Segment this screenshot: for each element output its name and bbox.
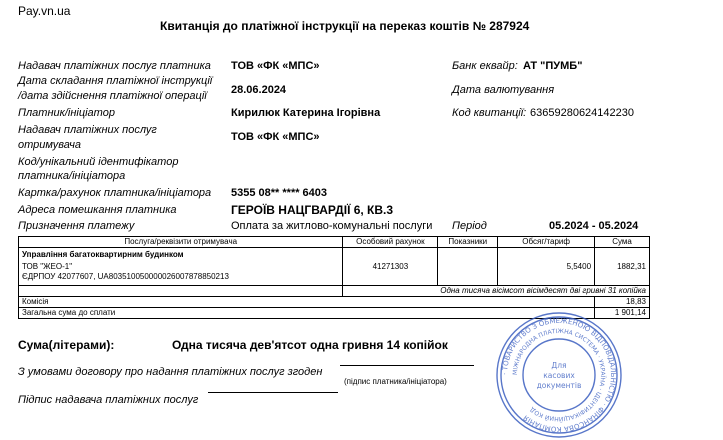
- service-cell: [19, 248, 343, 286]
- table-header-row: [19, 237, 650, 248]
- svg-text:МІЖНАРОДНА ПЛАТІЖНА СИСТЕМА ·: МІЖНАРОДНА ПЛАТІЖНА СИСТЕМА · УКРАЇНА · ІДЕНТИФІКАЦІЙНИЙ КОД: [511, 327, 607, 423]
- table-row: [19, 248, 650, 286]
- indicators-cell: [438, 248, 498, 286]
- amount-words-row: [19, 286, 650, 297]
- tariff-cell: 5,5400: [498, 248, 595, 286]
- company-stamp: [494, 310, 624, 440]
- id-code-label-2: платника/ініціатора: [18, 170, 126, 182]
- header-service: Послуга/реквізити отримувача: [19, 237, 343, 248]
- agreement-text: З умовами договору про надання платіжних послуг згоден: [18, 366, 323, 378]
- document-title: Квитанція до платіжної інструкції на переказ коштів № 287924: [160, 19, 530, 33]
- svg-text:· ТОВАРИСТВО З ОБМЕЖЕНОЮ ВІДПО: · ТОВАРИСТВО З ОБМЕЖЕНОЮ ВІДПОВІДАЛЬНІСТЮ · ФІНАНСОВА КОМПАНІЯ: [500, 316, 618, 434]
- period-value: 05.2024 - 05.2024: [549, 220, 639, 232]
- provider-label: Надавач платіжних послуг платника: [18, 60, 211, 72]
- account-cell: 41271303: [343, 248, 438, 286]
- amount-words: Одна тисяча вісімсот вісімдесят дві гривні 31 копійка: [343, 286, 650, 297]
- header-amount: Сума: [595, 237, 650, 248]
- date-label-1: Дата складання платіжної інструкції: [18, 75, 213, 87]
- payer-value: Кирилюк Катерина Ігорівна: [231, 107, 381, 119]
- total-value: 1 901,14: [595, 308, 650, 319]
- commission-value: 18,83: [595, 297, 650, 308]
- provider-signature-label: Підпис надавача платіжних послуг: [18, 394, 199, 406]
- header-account: Особовий рахунок: [343, 237, 438, 248]
- sum-words-value: Одна тисяча дев'ятсот одна гривня 14 копійок: [172, 338, 448, 352]
- address-label: Адреса помешкання платника: [18, 204, 177, 216]
- date-label-2: /дата здійснення платіжної операції: [18, 90, 207, 102]
- stamp-text-2: касових: [543, 371, 575, 380]
- stamp-text-1: Для: [551, 361, 567, 370]
- commission-row: [19, 297, 650, 308]
- period-label: Період: [452, 220, 487, 232]
- value-date-label: Дата валютування: [452, 84, 555, 96]
- card-value: 5355 08** **** 6403: [231, 187, 328, 199]
- signature-caption: (підпис платника/ініціатора): [344, 377, 447, 386]
- recipient-name: ТОВ "ЖЕО-1": [22, 262, 73, 271]
- sum-words-label: Сума(літерами):: [18, 338, 115, 352]
- date-value: 28.06.2024: [231, 84, 287, 96]
- purpose-value: Оплата за житлово-комунальні послуги: [231, 220, 433, 232]
- payer-signature-line: [340, 365, 474, 366]
- bank-label: Банк еквайр:: [452, 60, 518, 72]
- provider-signature-line: [208, 392, 338, 393]
- id-code-label-1: Код/унікальний ідентифікатор: [18, 156, 179, 168]
- amount-cell: 1882,31: [595, 248, 650, 286]
- receipt-code-label: Код квитанції:: [452, 107, 527, 119]
- receipt-code-value: 63659280624142230: [530, 107, 635, 119]
- recipient-provider-label-2: отримувача: [18, 139, 82, 151]
- commission-label: Комісія: [19, 297, 595, 308]
- header-tariff: Обсяг/тариф: [498, 237, 595, 248]
- provider-value: ТОВ «ФК «МПС»: [231, 60, 320, 72]
- payer-label: Платник/ініціатор: [18, 107, 115, 119]
- address-value: ГЕРОЇВ НАЦГВАРДІЇ 6, КВ.3: [231, 203, 394, 217]
- stamp-text-3: документів: [536, 381, 582, 390]
- service-name: Управління багатоквартирним будинком: [22, 250, 184, 259]
- recipient-provider-label-1: Надавач платіжних послуг: [18, 124, 157, 136]
- total-label: Загальна сума до сплати: [19, 308, 595, 319]
- purpose-label: Призначення платежу: [18, 220, 135, 232]
- header-indicators: Показники: [438, 237, 498, 248]
- bank-value: АТ "ПУМБ": [523, 60, 583, 72]
- recipient-details: ЄДРПОУ 42077607, UA803510050000026007878850213: [22, 272, 229, 281]
- card-label: Картка/рахунок платника/ініціатора: [18, 187, 212, 199]
- site-name: Pay.vn.ua: [18, 4, 71, 18]
- payment-table: [18, 236, 650, 319]
- recipient-provider-value: ТОВ «ФК «МПС»: [231, 131, 320, 143]
